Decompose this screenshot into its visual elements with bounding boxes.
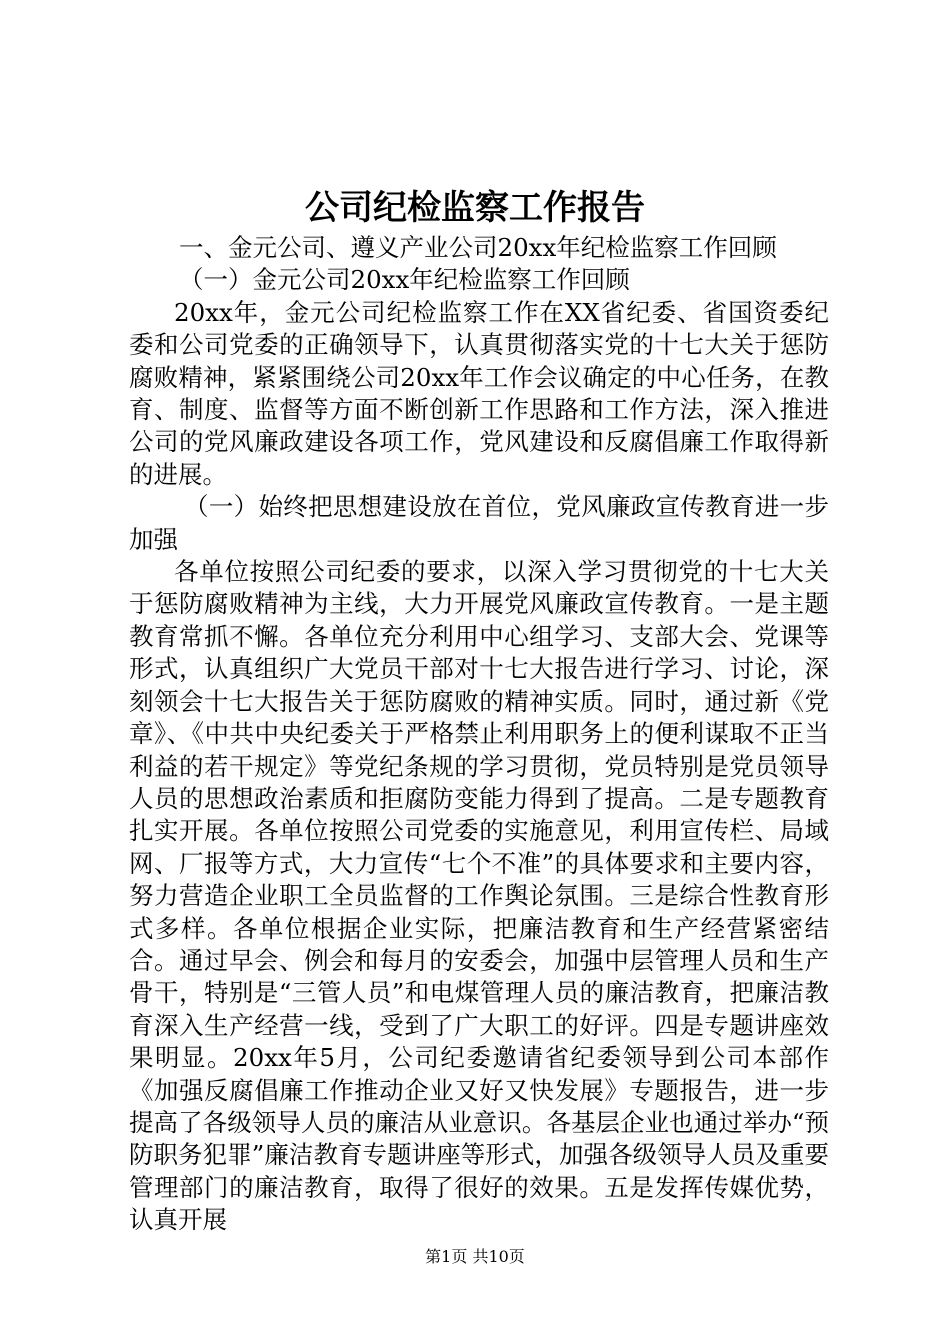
subsection-heading: （一）始终把思想建设放在首位，党风廉政宣传教育进一步加强 <box>129 492 829 554</box>
section-heading: 一、金元公司、遵义产业公司20xx年纪检监察工作回顾 <box>179 233 777 262</box>
subsection-heading: （一）金元公司20xx年纪检监察工作回顾 <box>179 265 630 295</box>
document-body <box>129 232 829 1237</box>
document-title: 公司纪检监察工作报告 <box>305 188 645 228</box>
body-paragraph: 20xx年，金元公司纪检监察工作在XX省纪委、省国资委纪委和公司党委的正确领导下，认真贯彻落实党的十七大关于惩防腐败精神，紧紧围绕公司20xx年工作会议确定的中心任务，在教育、制度、监督等方面不断创新工作思路和工作方法，深入推进公司的党风廉政建设各项工作，党风建设和反腐倡廉工作取得新的进展。 <box>129 297 829 489</box>
body-paragraph: 各单位按照公司纪委的要求，以深入学习贯彻党的十七大关于惩防腐败精神为主线，大力开展党风廉政宣传教育。一是主题教育常抓不懈。各单位充分利用中心组学习、支部大会、党课等形式，认真组织广大党员干部对十七大报告进行学习、讨论，深刻领会十七大报告关于惩防腐败的精神实质。同时，通过新《党章》、《中共中央纪委关于严格禁止利用职务上的便利谋取不正当利益的若干规定》等党纪条规的学习贯彻，党员特别是党员领导人员的思想政治素质和拒腐防变能力得到了提高。二是专题教育扎实开展。各单位按照公司党委的实施意见，利用宣传栏、局域网、厂报等方式，大力宣传“七个不准”的具体要求和主要内容，努力营造企业职工全员监督的工作舆论氛围。三是综合性教育形式多样。各单位根据企业实际，把廉洁教育和生产经营紧密结合。通过早会、例会和每月的安委会，加强中层管理人员和生产骨干，特别是“三管人员”和电煤管理人员的廉洁教育，把廉洁教育深入生产经营一线，受到了广大职工的好评。四是专题讲座效果明显。20xx年5月，公司纪委邀请省纪委领导到公司本部作《加强反腐倡廉工作推动企业又好又快发展》专题报告，进一步提高了各级领导人员的廉洁从业意识。各基层企业也通过举办“预防职务犯罪”廉洁教育专题讲座等形式，加强各级领导人员及重要管理部门的廉洁教育，取得了很好的效果。五是发挥传媒优势，认真开展 <box>129 557 829 1235</box>
page-number: 第1页 共10页 <box>425 1247 525 1266</box>
